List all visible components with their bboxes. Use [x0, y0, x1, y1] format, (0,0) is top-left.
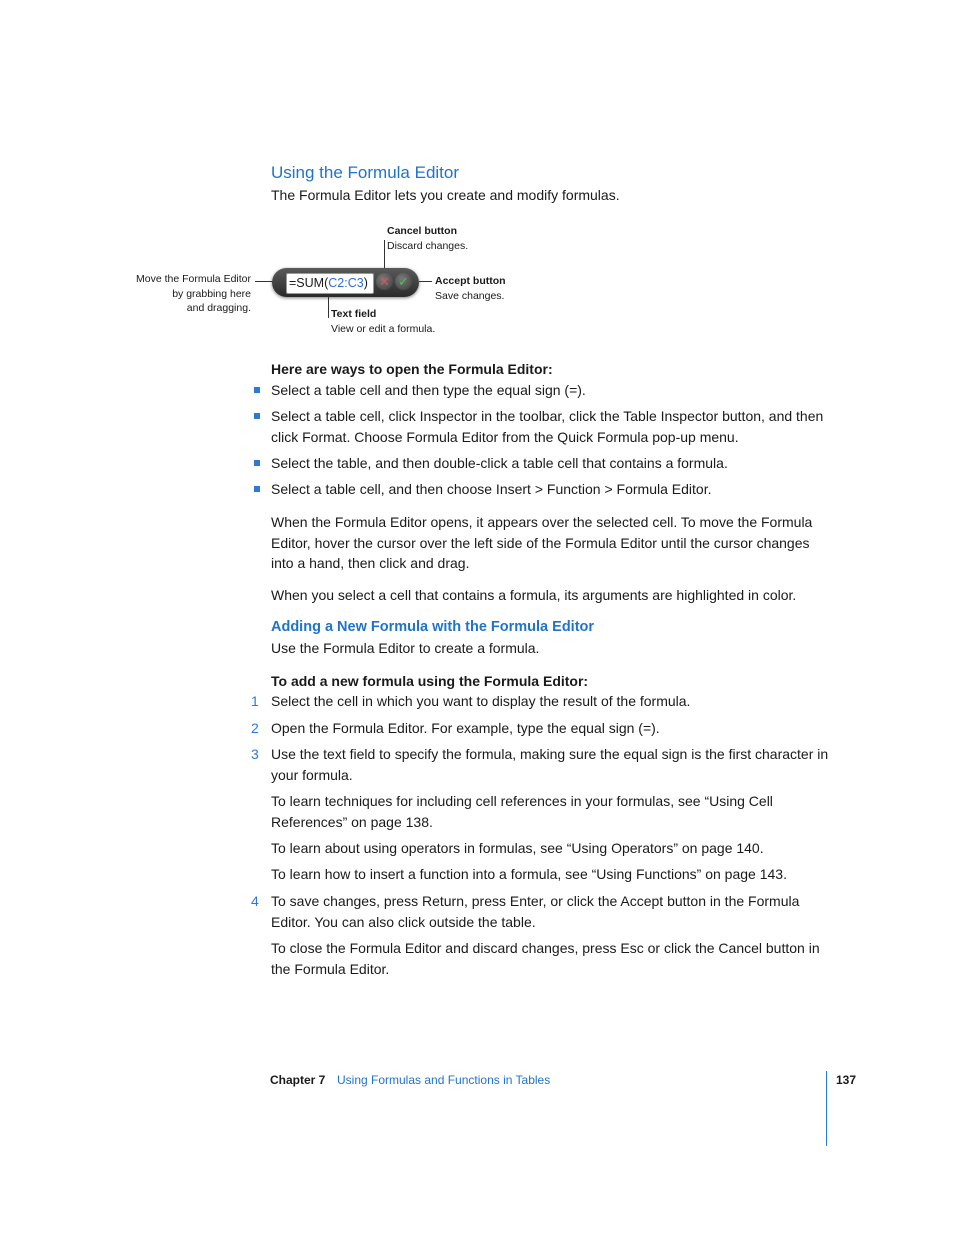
section-intro: The Formula Editor lets you create and modify formulas. — [271, 187, 620, 203]
textfield-callout: Text field View or edit a formula. — [331, 308, 436, 335]
bullet-icon — [254, 486, 260, 492]
footer-chapter-title: Using Formulas and Functions in Tables — [337, 1073, 551, 1087]
accept-button[interactable] — [395, 273, 412, 290]
step-number: 1 — [251, 693, 259, 709]
footer-chapter: Chapter 7 — [270, 1073, 326, 1087]
step-number: 2 — [251, 720, 259, 736]
step-note: To learn about using operators in formulas, see “Using Operators” on page 140. — [271, 840, 764, 856]
formula-text-field[interactable]: =SUM(C2:C3) — [286, 273, 374, 294]
step-note: To close the Formula Editor and discard changes, press Esc or click the Cancel button in the Formula Editor. — [271, 940, 820, 977]
cancel-button[interactable] — [376, 273, 393, 290]
paragraph: When you select a cell that contains a formula, its arguments are highlighted in color. — [271, 587, 797, 603]
subsection-intro: Use the Formula Editor to create a formula. — [271, 640, 540, 656]
checkmark-icon: ✓ — [398, 274, 409, 289]
step-text: Select the cell in which you want to display the result of the formula. — [271, 693, 691, 709]
cancel-callout: Cancel button Discard changes. — [387, 225, 469, 252]
open-ways-heading: Here are ways to open the Formula Editor: — [271, 361, 553, 377]
subsection-title: Adding a New Formula with the Formula Editor — [271, 619, 595, 635]
drag-handle[interactable] — [275, 276, 283, 288]
bullet-icon — [254, 387, 260, 393]
list-item: Select the table, and then double-click a table cell that contains a formula. — [271, 455, 728, 471]
step-number: 3 — [251, 746, 259, 762]
bullet-icon — [254, 460, 260, 466]
list-item: Select a table cell, and then choose Insert > Function > Formula Editor. — [271, 481, 712, 497]
step-text: To save changes, press Return, press Enter, or click the Accept button in the Formula Editor. You can also click outside the table. — [271, 893, 800, 930]
list-item: Select a table cell, click Inspector in the toolbar, click the Table Inspector button, and then click Format. Choose Formula Editor from the Quick Formula pop-up menu. — [271, 408, 824, 445]
steps-heading: To add a new formula using the Formula Editor: — [271, 673, 589, 689]
footer-divider — [826, 1071, 827, 1146]
list-item: Select a table cell and then type the equal sign (=). — [271, 382, 586, 398]
step-text: Open the Formula Editor. For example, type the equal sign (=). — [271, 720, 660, 736]
step-number: 4 — [251, 893, 259, 909]
step-note: To learn techniques for including cell references in your formulas, see “Using Cell References” on page 138. — [271, 793, 773, 830]
textfield-leader-line — [328, 296, 329, 318]
bullet-icon — [254, 413, 260, 419]
page-number: 137 — [836, 1073, 857, 1087]
formula-editor-widget[interactable] — [272, 268, 419, 297]
paragraph: When the Formula Editor opens, it appears over the selected cell. To move the Formula Editor, hover the cursor over the left side of the Formula Editor until the cursor changes into a hand, then click and drag. — [271, 514, 813, 571]
step-text: Use the text field to specify the formula, making sure the equal sign is the first character in your formula. — [271, 746, 829, 783]
accept-leader-line — [419, 281, 432, 282]
section-title: Using the Formula Editor — [271, 163, 460, 182]
step-note: To learn how to insert a function into a formula, see “Using Functions” on page 143. — [271, 866, 787, 882]
close-icon: ✕ — [379, 274, 390, 289]
accept-callout: Accept button Save changes. — [435, 275, 506, 302]
move-callout: Move the Formula Editor by grabbing here and dragging. — [136, 273, 251, 314]
